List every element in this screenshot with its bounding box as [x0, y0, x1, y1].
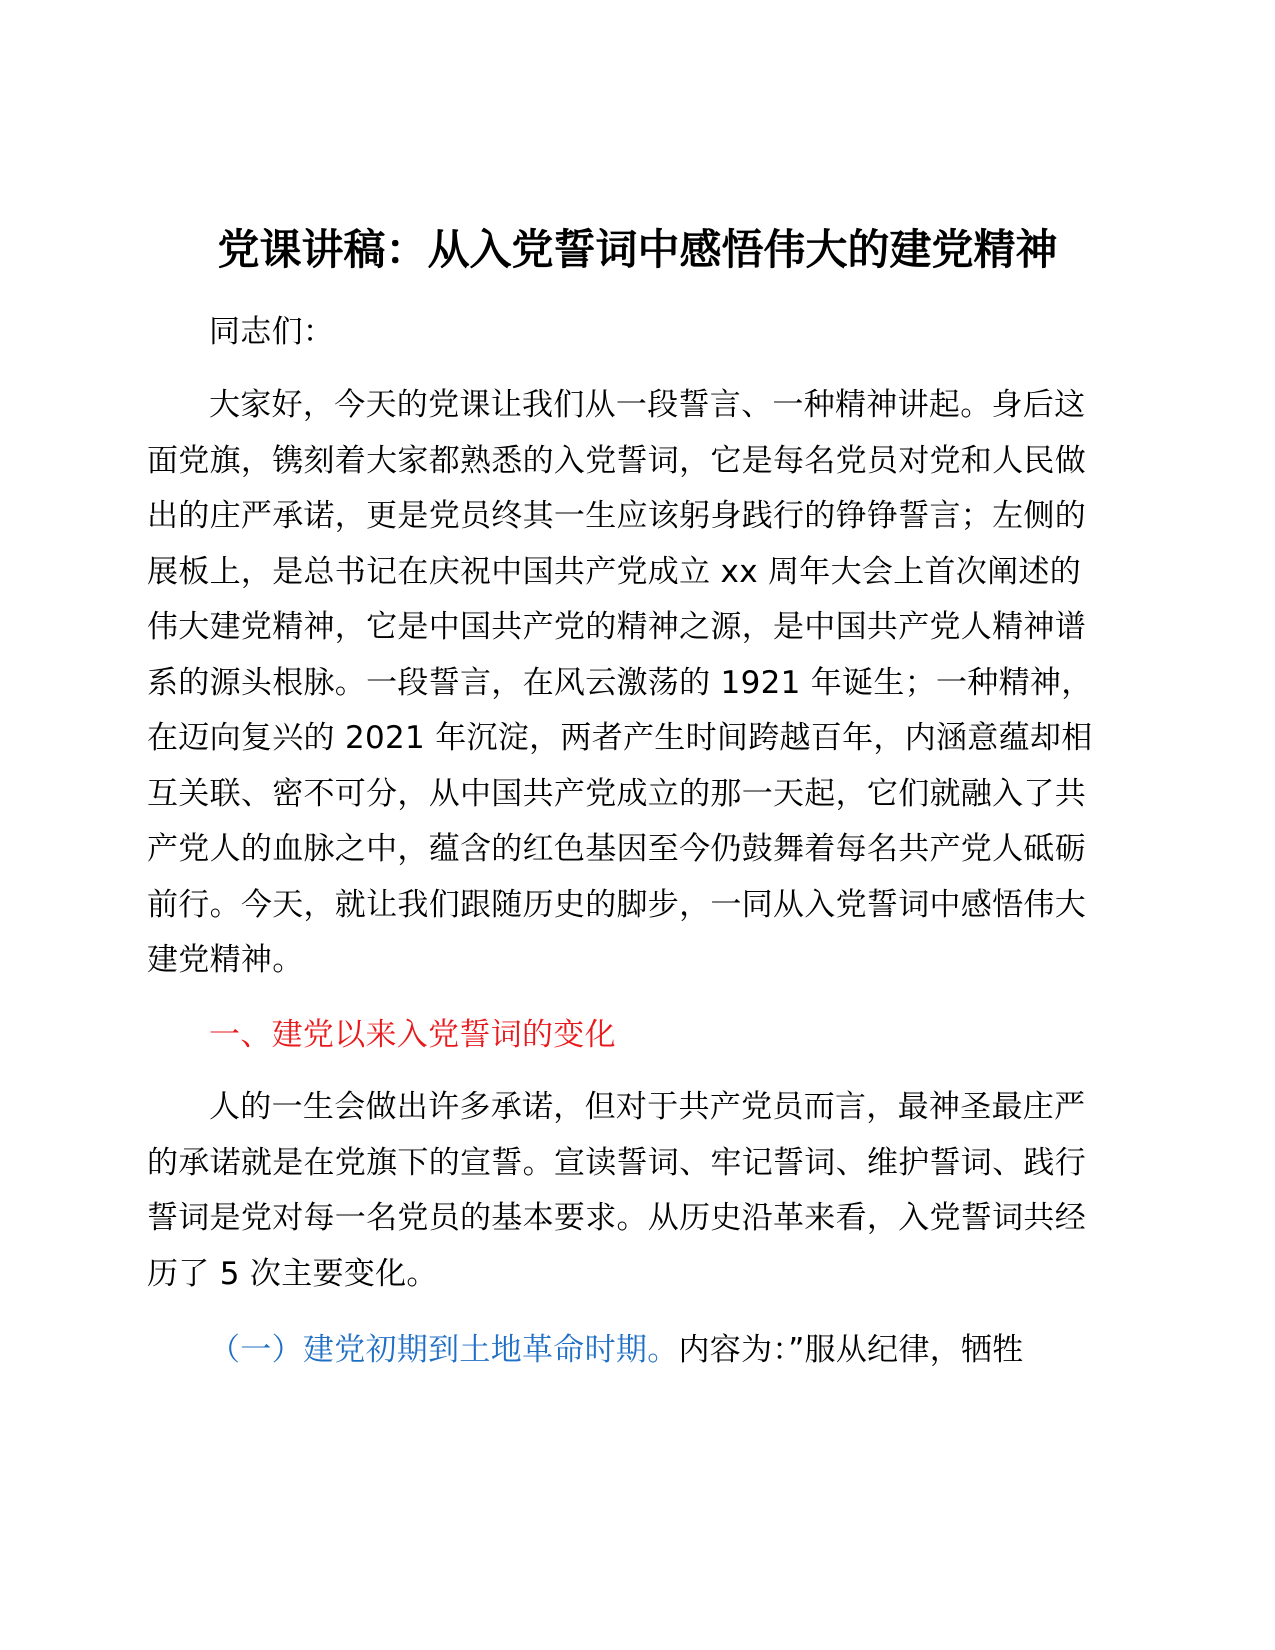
section-heading: 一、建党以来入党誓词的变化 — [209, 1017, 616, 1053]
subsection-paragraph — [147, 1323, 1107, 1379]
greeting-paragraph: 同志们： — [209, 314, 335, 350]
intro-paragraph: 大家好，今天的党课让我们从一段誓言、一种精神讲起。身后这面党旗，镌刻着大家都熟悉的入党誓词，它是每名党员对党和人民做出的庄严承诺，更是党员终其一生应该躬身践行的铮铮誓言；左侧的展板上，是总书记在庆祝中国共产党成立 xx 周年大会上首次阐述的伟大建党精神，它是中国共产党的精神之源，是中国共产党人精神谱系的源头根脉。一段誓言，在风云激荡的 1921 年诞生；一种精神，在迈向复兴的 2021 年沉淀，两者产生时间跨越百年，内涵意蕴却相互关联、密不可分，从中国共产党成立的那一天起，它们就融入了共产党人的血脉之中，蕴含的红色基因至今仍鼓舞着每名共产党人砥砺前行。今天，就让我们跟随历史的脚步，一同从入党誓词中感悟伟大建党精神。 — [147, 387, 1093, 978]
subsection-text: 内容为：”服从纪律，牺牲 — [678, 1332, 1024, 1368]
section-paragraph: 人的一生会做出许多承诺，但对于共产党员而言，最神圣最庄严的承诺就是在党旗下的宣誓。宣读誓词、牢记誓词、维护誓词、践行誓词是党对每一名党员的基本要求。从历史沿革来看，入党誓词共经历了 5 次主要变化。 — [147, 1089, 1086, 1292]
subsection-heading: （一）建党初期到土地革命时期。 — [209, 1332, 679, 1368]
document-title: 党课讲稿：从入党誓词中感悟伟大的建党精神 — [217, 225, 1058, 274]
